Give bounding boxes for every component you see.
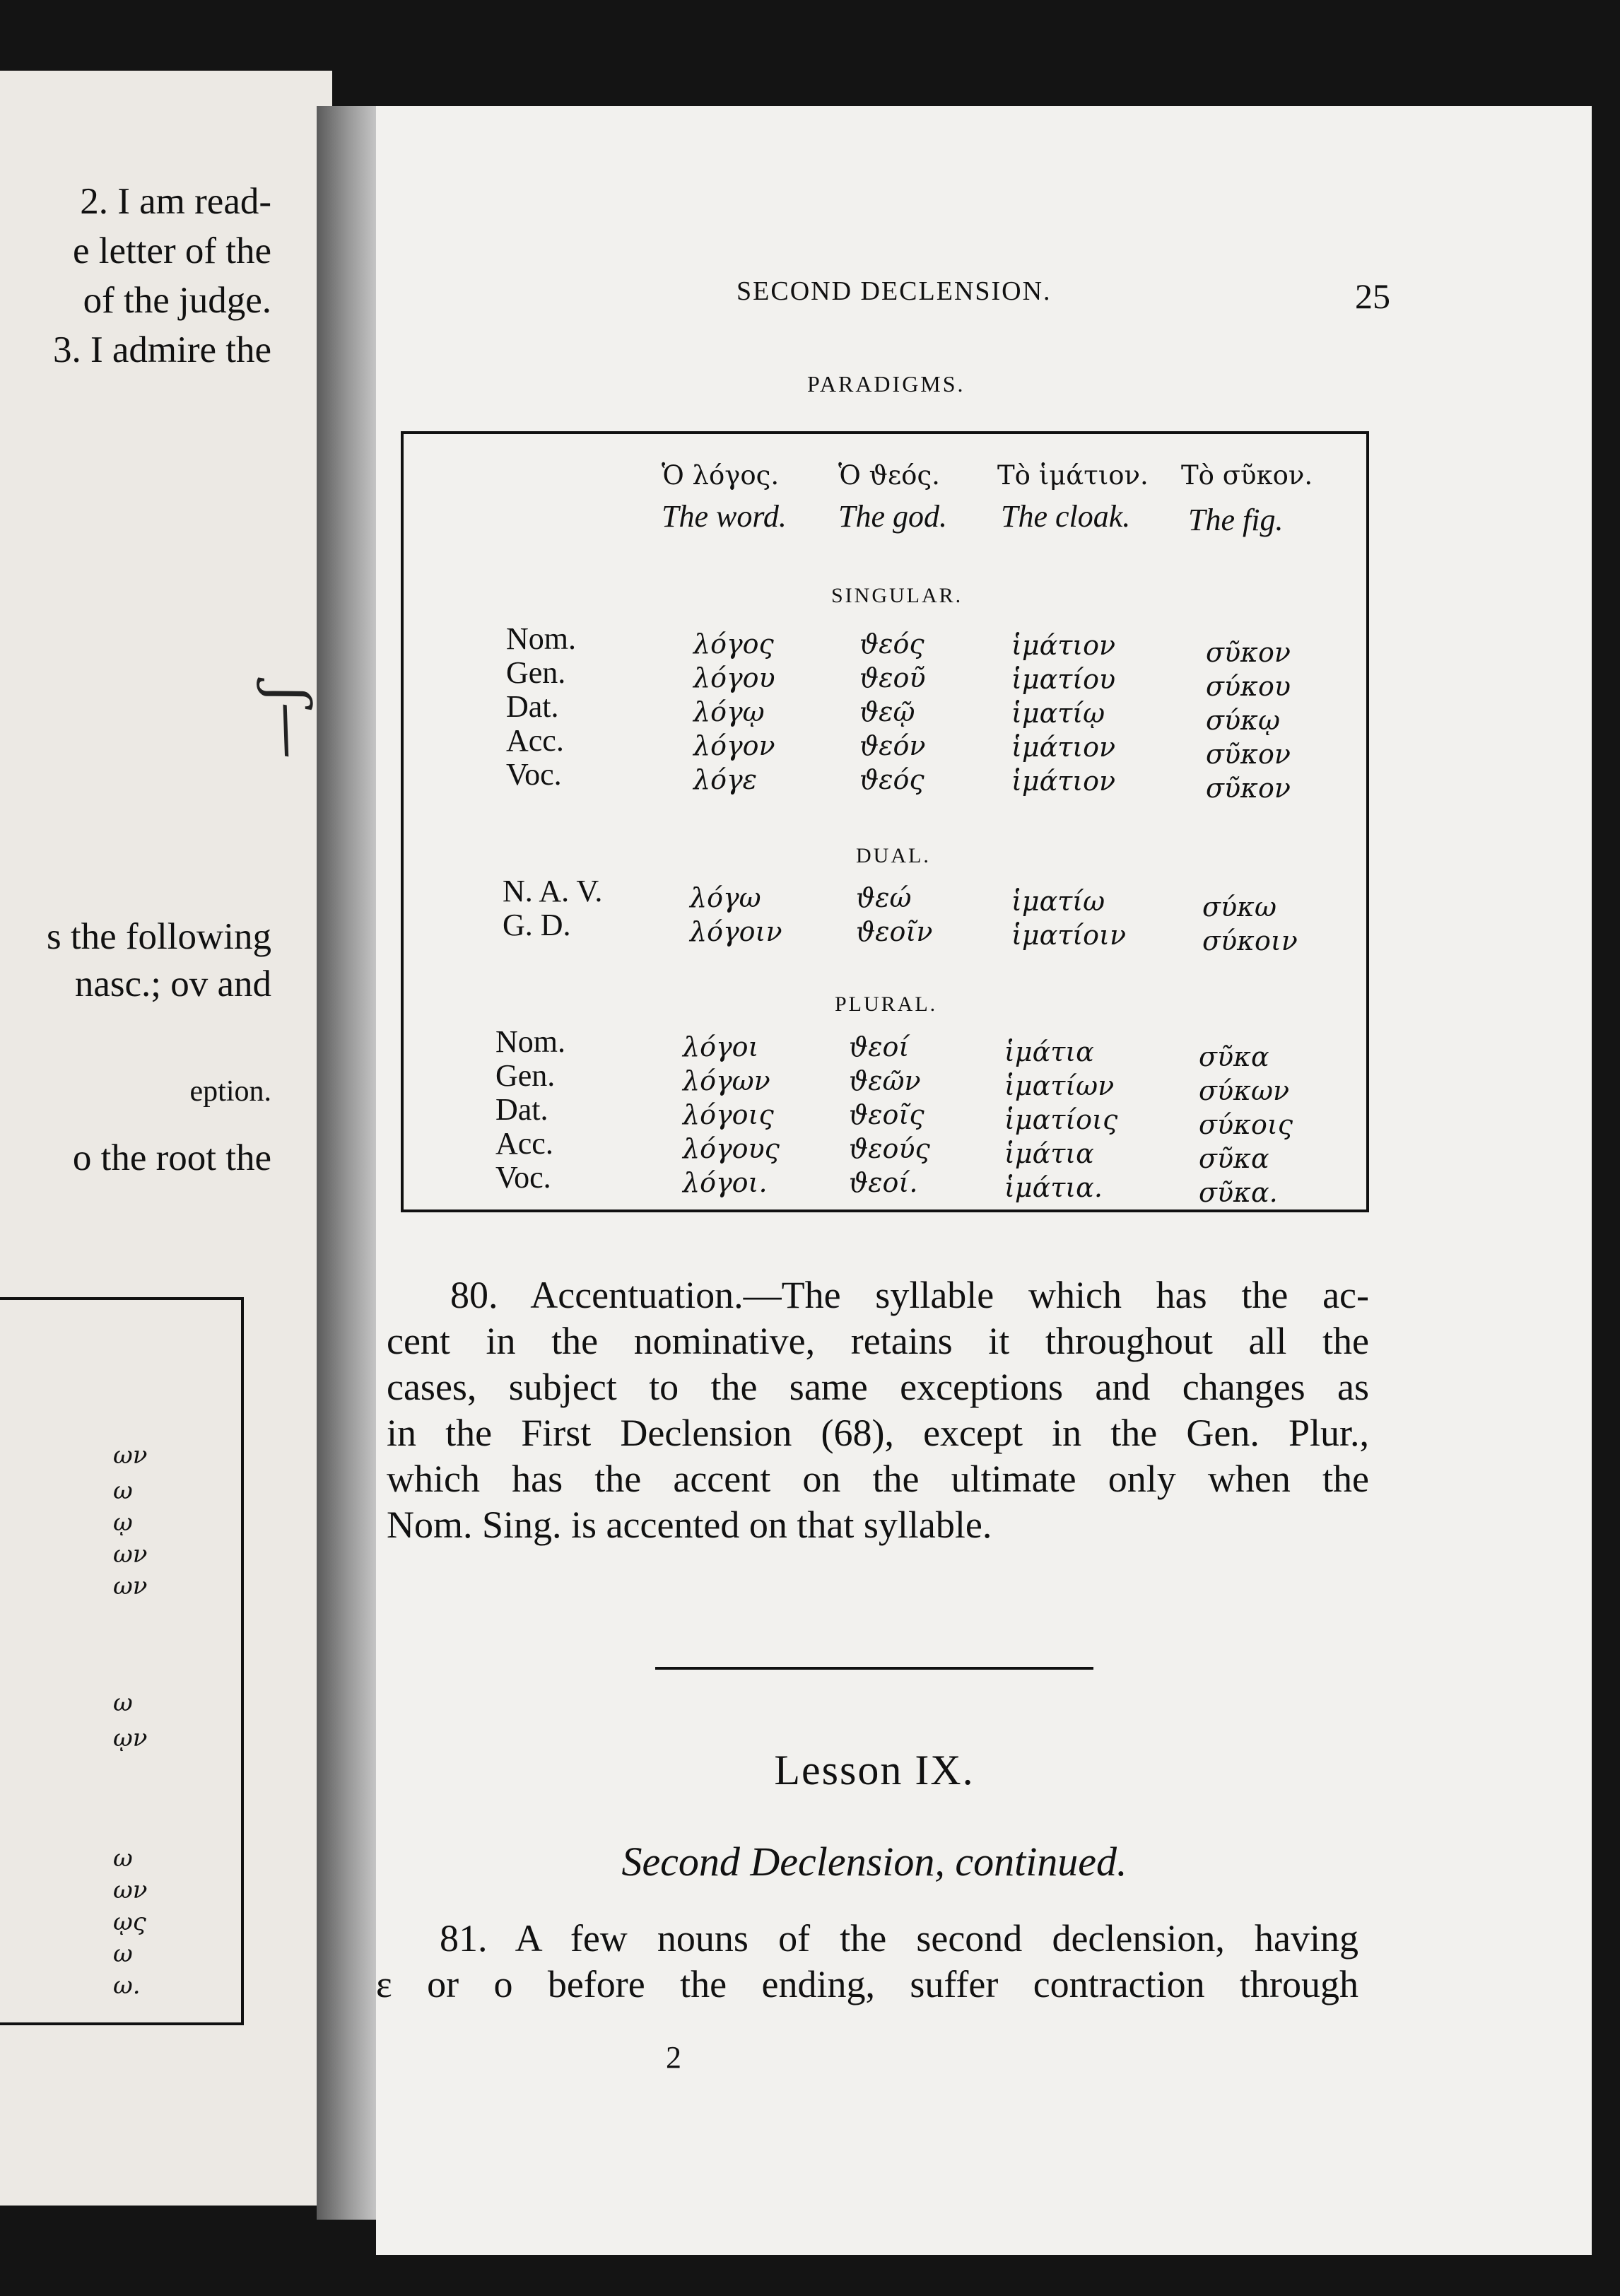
form-cell: λόγων bbox=[683, 1065, 770, 1096]
paragraph-line: in the First Declension (68), except in the Gen. Plur., bbox=[387, 1412, 1369, 1454]
column-header-greek: Τὸ ἱμάτιον. bbox=[997, 460, 1149, 491]
form-cell: λόγου bbox=[693, 662, 775, 693]
plural-label: PLURAL. bbox=[835, 992, 938, 1016]
form-cell: σύκῳ bbox=[1206, 705, 1280, 736]
form-cell: ϑεῶν bbox=[849, 1065, 921, 1096]
lesson-subtitle: Second Declension, continued. bbox=[621, 1839, 1127, 1885]
dual-label: DUAL. bbox=[856, 844, 931, 867]
form-cell: σῦκα bbox=[1199, 1143, 1269, 1174]
case-label: Voc. bbox=[495, 1160, 551, 1195]
form-cell: ϑεοῖς bbox=[849, 1099, 925, 1130]
form-cell: ἱματίῳ bbox=[1011, 698, 1105, 729]
case-label: Dat. bbox=[495, 1092, 548, 1127]
form-cell: ἱματίοις bbox=[1004, 1104, 1118, 1135]
ending: ων bbox=[113, 1876, 148, 1904]
left-page-line: e letter of the bbox=[72, 230, 271, 271]
lesson-title: Lesson IX. bbox=[774, 1747, 975, 1793]
form-cell: λόγε bbox=[693, 764, 758, 795]
case-label: Nom. bbox=[495, 1024, 565, 1059]
paragraph-line: 81. A few nouns of the second declension, having bbox=[440, 1917, 1358, 1960]
paragraph-line: which has the accent on the ultimate only when the bbox=[387, 1458, 1369, 1500]
left-page-fragment bbox=[0, 71, 332, 2206]
form-cell: ἱματίου bbox=[1011, 664, 1116, 695]
form-cell: ϑεόν bbox=[859, 730, 926, 761]
form-cell: ϑεός bbox=[859, 628, 925, 660]
paragraph-line: ε or ο before the ending, suffer contraction through bbox=[376, 1963, 1358, 2005]
ending: ω bbox=[113, 1844, 133, 1873]
form-cell: ἱμάτια bbox=[1004, 1138, 1094, 1169]
column-header-english: The word. bbox=[662, 499, 787, 534]
ending: ων bbox=[113, 1441, 148, 1470]
form-cell: λόγῳ bbox=[693, 696, 765, 727]
paradigm-table bbox=[401, 431, 1369, 1212]
ending: ῳς bbox=[113, 1908, 146, 1936]
page-number: 25 bbox=[1355, 276, 1390, 316]
form-cell: ϑεοῖν bbox=[856, 916, 933, 947]
column-header-english: The fig. bbox=[1188, 503, 1284, 537]
form-cell: ἱμάτιον bbox=[1011, 630, 1116, 661]
paradigms-title: PARADIGMS. bbox=[807, 371, 965, 397]
ending: ῳ bbox=[113, 1509, 133, 1537]
form-cell: ϑεῷ bbox=[859, 696, 915, 727]
case-label: Nom. bbox=[506, 621, 576, 656]
case-label: N. A. V. bbox=[503, 874, 603, 908]
column-header-greek: Τὸ σῦκον. bbox=[1181, 460, 1313, 491]
form-cell: ἱματίω bbox=[1011, 886, 1105, 917]
column-header-greek: Ὁ λόγος. bbox=[662, 460, 780, 491]
form-cell: λόγους bbox=[683, 1133, 780, 1164]
paragraph-line: cent in the nominative, retains it throughout all the bbox=[387, 1320, 1369, 1362]
form-cell: ἱματίοιν bbox=[1011, 920, 1127, 951]
form-cell: ϑεός bbox=[859, 764, 925, 795]
ending: ων bbox=[113, 1540, 148, 1569]
form-cell: σῦκον bbox=[1206, 773, 1291, 804]
case-label: Acc. bbox=[495, 1126, 553, 1161]
form-cell: σῦκον bbox=[1206, 637, 1291, 668]
pencil-mark-icon: ʃ— bbox=[256, 686, 324, 760]
ending: ω. bbox=[113, 1972, 141, 2000]
left-page-line: eption. bbox=[189, 1075, 271, 1108]
form-cell: σύκοιν bbox=[1202, 925, 1298, 956]
form-cell: σύκου bbox=[1206, 671, 1291, 702]
paragraph-line: cases, subject to the same exceptions and changes as bbox=[387, 1366, 1369, 1408]
form-cell: λόγοιν bbox=[690, 916, 782, 947]
form-cell: σύκων bbox=[1199, 1075, 1290, 1106]
form-cell: ἱμάτιον bbox=[1011, 766, 1116, 797]
left-page-line: nasc.; ov and bbox=[74, 964, 271, 1004]
form-cell: λόγος bbox=[693, 628, 774, 660]
case-label: Voc. bbox=[506, 757, 562, 792]
form-cell: λόγω bbox=[690, 882, 761, 913]
left-page-line: o the root the bbox=[72, 1137, 271, 1178]
form-cell: ϑεοί bbox=[849, 1031, 910, 1062]
case-label: Dat. bbox=[506, 689, 559, 724]
left-page-line: 2. I am read- bbox=[80, 181, 271, 222]
section-81-paragraph bbox=[376, 1916, 1358, 2008]
ending: ω bbox=[113, 1689, 133, 1717]
running-header: SECOND DECLENSION. bbox=[736, 276, 1052, 306]
column-header-english: The god. bbox=[838, 499, 947, 534]
column-header-english: The cloak. bbox=[1001, 499, 1131, 534]
form-cell: λόγοι bbox=[683, 1031, 759, 1062]
left-page-table-fragment bbox=[0, 1297, 244, 2025]
case-label: Acc. bbox=[506, 723, 564, 758]
case-label: G. D. bbox=[503, 908, 571, 942]
left-page-line: of the judge. bbox=[83, 280, 271, 321]
paragraph-line: 80. Accentuation.—The syllable which has the ac- bbox=[450, 1274, 1369, 1316]
form-cell: ϑεώ bbox=[856, 882, 912, 913]
form-cell: σύκω bbox=[1202, 891, 1276, 922]
left-page-line: 3. I admire the bbox=[52, 329, 271, 370]
paragraph-line: Nom. Sing. is accented on that syllable. bbox=[387, 1504, 992, 1546]
ending: ῳν bbox=[113, 1724, 148, 1752]
singular-label: SINGULAR. bbox=[831, 584, 963, 607]
form-cell: ἱμάτια bbox=[1004, 1036, 1094, 1067]
form-cell: σῦκον bbox=[1206, 739, 1291, 770]
form-cell: ϑεοί. bbox=[849, 1167, 918, 1198]
section-80-paragraph bbox=[387, 1272, 1369, 1548]
printer-signature-mark: 2 bbox=[666, 2040, 681, 2075]
ending: ω bbox=[113, 1477, 133, 1505]
form-cell: ϑεούς bbox=[849, 1133, 930, 1164]
form-cell: σῦκα bbox=[1199, 1041, 1269, 1072]
book-gutter bbox=[317, 106, 377, 2220]
form-cell: λόγον bbox=[693, 730, 775, 761]
ending: ων bbox=[113, 1572, 148, 1600]
form-cell: σύκοις bbox=[1199, 1109, 1293, 1140]
section-divider bbox=[655, 1667, 1093, 1670]
case-label: Gen. bbox=[495, 1058, 556, 1093]
form-cell: σῦκα. bbox=[1199, 1177, 1278, 1208]
left-page-line: s the following bbox=[47, 916, 271, 957]
right-page bbox=[376, 106, 1592, 2255]
form-cell: λόγοις bbox=[683, 1099, 774, 1130]
form-cell: ἱμάτια. bbox=[1004, 1172, 1103, 1203]
form-cell: ἱματίων bbox=[1004, 1070, 1115, 1101]
column-header-greek: Ὁ ϑεός. bbox=[838, 460, 940, 491]
form-cell: λόγοι. bbox=[683, 1167, 768, 1198]
ending: ω bbox=[113, 1940, 133, 1968]
case-label: Gen. bbox=[506, 655, 566, 690]
form-cell: ἱμάτιον bbox=[1011, 732, 1116, 763]
form-cell: ϑεοῦ bbox=[859, 662, 926, 693]
